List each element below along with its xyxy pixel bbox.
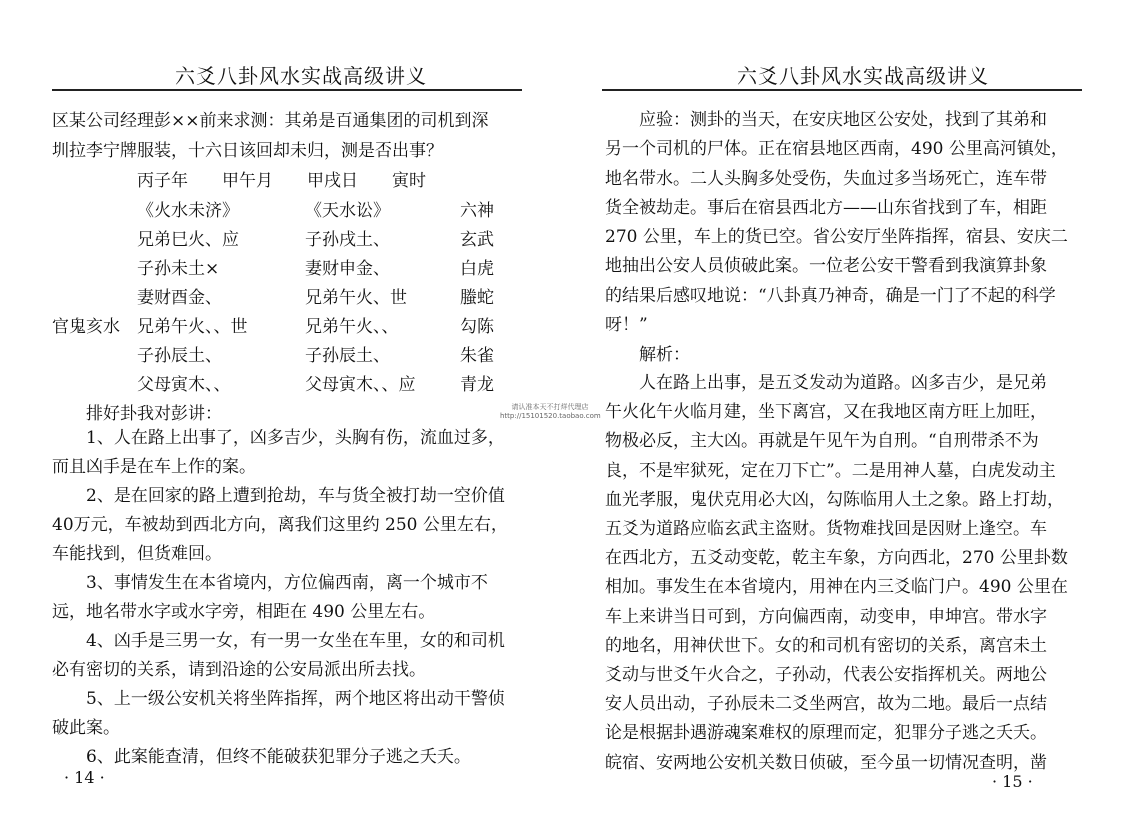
analysis-line: 相加。事发生在本省境内，用神在内三爻临门户。490 公里在 (605, 577, 1068, 598)
six-spirit: 勾陈 (460, 317, 494, 337)
analysis-line: 在西北方，五爻动变乾，乾主车象，方向西北，270 公里卦数 (605, 548, 1068, 569)
analysis-section (605, 369, 1068, 778)
six-spirits-heading: 六神 (460, 201, 494, 221)
prediction-line: 远，地名带水字或水字旁，相距在 490 公里左右。 (52, 602, 436, 622)
verification-line: 另一个司机的尸体。正在宿县地区西南，490 公里高河镇处， (605, 139, 1068, 160)
yao-line-changed: 父母寅木、、应 (305, 375, 416, 395)
header-rule (602, 89, 1082, 91)
yao-line-main: 子孙辰土、 (137, 346, 222, 366)
page-header: 六爻八卦风水实战高级讲义 (175, 64, 427, 88)
analysis-line: 物极必反，主大凶。再就是午见午为自刑。“自刑带杀不为 (605, 431, 1039, 452)
six-spirit: 螣蛇 (460, 288, 494, 308)
analysis-line: 午火化午火临月建，坐下离宫，又在我地区南方旺上加旺， (605, 402, 1047, 423)
prediction-line: 40万元，车被劫到西北方向，离我们这里约 250 公里左右， (52, 515, 508, 535)
prediction-line: 必有密切的关系，请到沿途的公安局派出所去找。 (52, 660, 426, 680)
yao-line-main: 子孙未土× (137, 259, 220, 279)
verification-line: 地名带水。二人头胸多处受伤，失血过多当场死亡，连车带 (605, 168, 1047, 189)
six-spirit: 青龙 (460, 375, 494, 395)
prediction-line: 破此案。 (52, 718, 120, 738)
page-number: · 14 · (64, 768, 105, 787)
hidden-spirit: 官鬼亥水 (52, 317, 120, 337)
analysis-line: 的地名，用神伏世下。女的和司机有密切的关系，离宫未土 (605, 635, 1047, 656)
prediction-line: 4、凶手是三男一女，有一男一女坐在车里，女的和司机 (86, 631, 505, 651)
prediction-line: 6、此案能查清，但终不能破获犯罪分子逃之夭夭。 (86, 747, 471, 767)
yao-line-main: 父母寅木、、 (137, 375, 231, 395)
yao-line-main: 妻财酉金、 (137, 288, 222, 308)
analysis-line: 车上来讲当日可到，方向偏西南，动变申，申坤宫。带水字 (605, 606, 1047, 627)
verification-line: 的结果后感叹地说：“八卦真乃神奇，确是一门了不起的科学 (605, 285, 1056, 306)
header-rule (52, 89, 522, 91)
prediction-line: 3、事情发生在本省境内，方位偏西南，离一个城市不 (86, 573, 488, 593)
prediction-line: 2、是在回家的路上遭到抢劫，车与货全被打劫一空价值 (86, 486, 505, 506)
hexagram-name-changed: 《天水讼》 (305, 201, 390, 221)
verification-line: 呀！” (605, 315, 648, 336)
yao-line-changed: 兄弟午火、、 (305, 317, 399, 337)
analysis-line: 血光孝服，鬼伏克用必大凶，勾陈临用人土之象。路上打劫， (605, 489, 1064, 510)
date-row: 丙子年 甲午月 甲戌日 寅时 (137, 171, 426, 191)
analysis-line: 安人员出动，子孙辰未二爻坐两宫，故为二地。最后一点结 (605, 694, 1047, 715)
prediction-line: 5、上一级公安机关将坐阵指挥，两个地区将出动干警侦 (86, 689, 505, 709)
yao-line-changed: 子孙辰土、 (305, 346, 390, 366)
prediction-line: 车能找到，但货难回。 (52, 544, 222, 564)
yao-line-main: 兄弟巳火、应 (137, 230, 239, 250)
yao-line-changed: 子孙戌土、 (305, 230, 390, 250)
gutter-note-line: http://15101520.taobao.com (500, 412, 601, 420)
verification-line: 270 公里，车上的货已空。省公安厅坐阵指挥，宿县、安庆二 (605, 227, 1068, 248)
yao-line-main: 兄弟午火、、世 (137, 317, 248, 337)
yao-line-changed: 兄弟午火、世 (305, 288, 407, 308)
verification-line: 地抽出公安人员侦破此案。一位老公安干警看到我演算卦象 (605, 256, 1047, 277)
left-page (0, 0, 560, 821)
hexagram-name-main: 《火水未济》 (137, 201, 239, 221)
intro-line: 区某公司经理彭××前来求测：其弟是百通集团的司机到深 (52, 111, 489, 131)
analysis-line: 皖宿、安两地公安机关数日侦破，至今虽一切情况查明，凿 (605, 752, 1047, 773)
analysis-line: 爻动与世爻午火合之，子孙动，代表公安指挥机关。两地公 (605, 665, 1047, 686)
analysis-line: 良，不是牢狱死，定在刀下亡”。二是用神人墓，白虎发动主 (605, 460, 1056, 481)
six-spirit: 朱雀 (460, 346, 494, 366)
prediction-line: 而且凶手是在车上作的案。 (52, 457, 256, 477)
analysis-line: 论是根据卦遇游魂案难权的原理而定，犯罪分子逃之夭夭。 (605, 723, 1047, 744)
six-spirit: 玄武 (460, 230, 494, 250)
gutter-note-line: 请认准本天不打烊代理店 (511, 403, 589, 411)
analysis-label: 解析： (639, 345, 690, 365)
verification-line: 货全被劫走。事后在宿县西北方——山东省找到了车，相距 (605, 197, 1047, 218)
lead-line: 排好卦我对彭讲： (86, 404, 222, 424)
verification-line: 应验：测卦的当天，在安庆地区公安处，找到了其弟和 (639, 110, 1047, 130)
page-number: · 15 · (992, 772, 1033, 791)
prediction-line: 1、人在路上出事了，凶多吉少，头胸有伤，流血过多， (86, 428, 505, 448)
yao-line-changed: 妻财申金、 (305, 259, 390, 279)
prediction-points (52, 424, 508, 772)
right-page (562, 0, 1122, 821)
verification-section (605, 106, 1068, 340)
six-spirit: 白虎 (460, 259, 494, 279)
analysis-line: 人在路上出事，是五爻发动为道路。凶多吉少，是兄弟 (639, 373, 1047, 393)
page-header: 六爻八卦风水实战高级讲义 (737, 64, 989, 88)
intro-line: 圳拉李宁牌服装，十六日该回却未归，测是否出事？ (52, 141, 443, 161)
analysis-line: 五爻为道路应临玄武主盗财。货物难找回是因财上逢空。车 (605, 519, 1047, 540)
